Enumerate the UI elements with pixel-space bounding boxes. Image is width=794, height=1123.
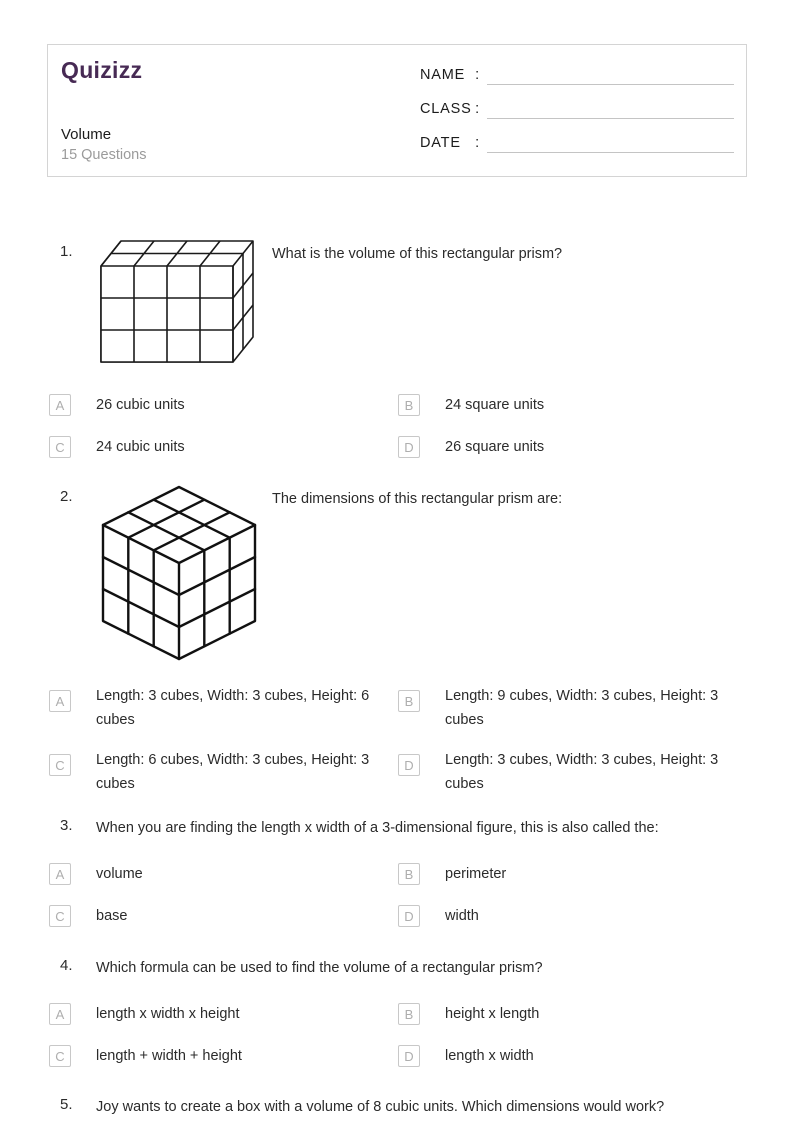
option-text: 24 cubic units xyxy=(96,439,185,455)
option-letter-badge[interactable]: B xyxy=(398,1003,420,1025)
class-colon: : xyxy=(475,101,480,117)
question-1-text: What is the volume of this rectangular prism? xyxy=(272,246,563,262)
q1-option-b[interactable] xyxy=(398,394,738,417)
q4-option-a[interactable] xyxy=(49,1003,379,1026)
option-letter-badge[interactable]: D xyxy=(398,436,420,458)
name-colon: : xyxy=(475,67,480,83)
q2-option-a[interactable] xyxy=(49,684,392,732)
option-text: volume xyxy=(96,866,143,882)
date-label-text: DATE xyxy=(420,135,461,151)
quizizz-logo: Quizizz xyxy=(61,57,143,83)
option-text: 26 square units xyxy=(445,439,545,455)
date-label xyxy=(420,133,480,153)
name-input-line[interactable] xyxy=(487,66,734,85)
q3-option-d[interactable] xyxy=(398,905,738,928)
option-letter-badge[interactable]: D xyxy=(398,754,420,776)
option-letter-badge[interactable]: A xyxy=(49,863,71,885)
class-label-text: CLASS xyxy=(420,101,472,117)
option-letter-badge[interactable]: C xyxy=(49,1045,71,1067)
name-label-text: NAME xyxy=(420,67,466,83)
date-field xyxy=(420,131,734,153)
option-letter-badge[interactable]: B xyxy=(398,863,420,885)
q3-option-b[interactable] xyxy=(398,863,738,886)
question-5-text: Joy wants to create a box with a volume of 8 cubic units. Which dimensions would work? xyxy=(96,1099,665,1115)
question-1-number: 1. xyxy=(60,243,73,260)
option-letter-badge[interactable]: B xyxy=(398,394,420,416)
option-letter-badge[interactable]: A xyxy=(49,1003,71,1025)
option-text: perimeter xyxy=(445,866,507,882)
q2-option-b[interactable] xyxy=(398,684,741,732)
option-letter-badge[interactable]: D xyxy=(398,1045,420,1067)
option-letter-badge[interactable]: C xyxy=(49,905,71,927)
student-info-fields xyxy=(420,63,734,153)
option-text: 24 square units xyxy=(445,397,545,413)
option-text: base xyxy=(96,908,128,924)
date-colon: : xyxy=(475,135,480,151)
class-label xyxy=(420,99,480,119)
option-text: 26 cubic units xyxy=(96,397,185,413)
option-text: Length: 9 cubes, Width: 3 cubes, Height: 3 cubes xyxy=(445,688,719,728)
date-input-line[interactable] xyxy=(487,134,734,153)
question-2-number: 2. xyxy=(60,488,73,505)
option-text: width xyxy=(445,908,479,924)
option-text: length x width xyxy=(445,1048,534,1064)
option-text: height x length xyxy=(445,1006,540,1022)
name-field xyxy=(420,63,734,85)
option-letter-badge[interactable]: A xyxy=(49,690,71,712)
q4-option-d[interactable] xyxy=(398,1045,738,1068)
option-letter-badge[interactable]: C xyxy=(49,754,71,776)
option-text: Length: 3 cubes, Width: 3 cubes, Height: 3 cubes xyxy=(445,752,719,792)
rectangular-prism-figure xyxy=(99,238,255,364)
worksheet-title: Volume xyxy=(61,126,112,143)
question-3-number: 3. xyxy=(60,817,73,834)
class-field xyxy=(420,97,734,119)
question-5-number: 5. xyxy=(60,1096,73,1113)
worksheet-header xyxy=(47,44,747,177)
option-text: Length: 6 cubes, Width: 3 cubes, Height: 3 cubes xyxy=(96,752,370,792)
name-label xyxy=(420,65,480,85)
option-letter-badge[interactable]: B xyxy=(398,690,420,712)
question-count: 15 Questions xyxy=(61,147,147,163)
question-4-number: 4. xyxy=(60,957,73,974)
q1-option-c[interactable] xyxy=(49,436,379,459)
q2-option-d[interactable] xyxy=(398,748,741,796)
option-text: length + width + height xyxy=(96,1048,242,1064)
q4-option-c[interactable] xyxy=(49,1045,379,1068)
q1-option-a[interactable] xyxy=(49,394,379,417)
option-letter-badge[interactable]: C xyxy=(49,436,71,458)
q3-option-c[interactable] xyxy=(49,905,379,928)
q1-option-d[interactable] xyxy=(398,436,738,459)
class-input-line[interactable] xyxy=(487,100,734,119)
option-text: length x width x height xyxy=(96,1006,240,1022)
q2-option-c[interactable] xyxy=(49,748,392,796)
question-4-text: Which formula can be used to find the volume of a rectangular prism? xyxy=(96,960,543,976)
cube-figure xyxy=(95,483,263,663)
option-letter-badge[interactable]: A xyxy=(49,394,71,416)
question-3-text: When you are finding the length x width of a 3-dimensional figure, this is also called the: xyxy=(96,820,659,836)
option-text: Length: 3 cubes, Width: 3 cubes, Height: 6 cubes xyxy=(96,688,370,728)
q4-option-b[interactable] xyxy=(398,1003,738,1026)
option-letter-badge[interactable]: D xyxy=(398,905,420,927)
question-2-text: The dimensions of this rectangular prism are: xyxy=(272,491,563,507)
q3-option-a[interactable] xyxy=(49,863,379,886)
